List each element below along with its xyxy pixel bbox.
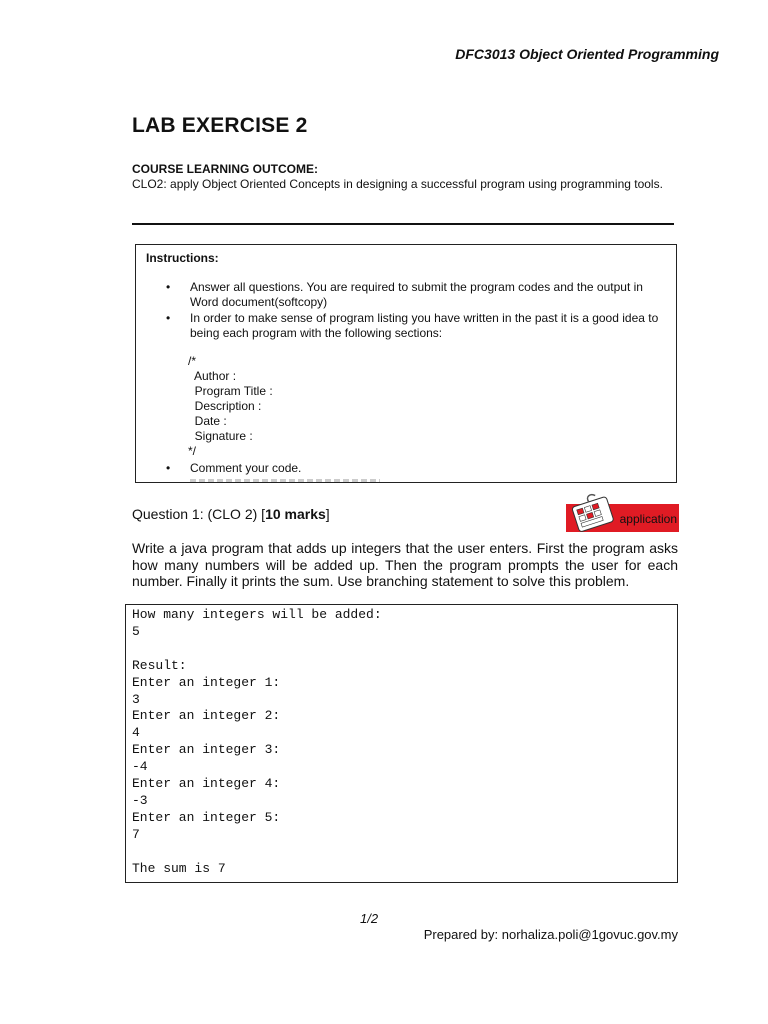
- output-line: -3: [132, 792, 148, 808]
- bullet-icon: •: [166, 461, 171, 475]
- lab-title: LAB EXERCISE 2: [132, 114, 308, 137]
- bullet-icon: •: [166, 280, 171, 294]
- output-line: 5: [132, 623, 140, 639]
- output-line: 3: [132, 691, 140, 707]
- sample-output-lines: [132, 607, 382, 878]
- output-line: -4: [132, 759, 148, 775]
- sample-output-box: [125, 604, 678, 883]
- output-line: How many integers will be added:: [132, 607, 382, 622]
- output-line: Enter an integer 2:: [132, 708, 281, 724]
- bracket-close: ]: [325, 506, 330, 522]
- clo-heading: COURSE LEARNING OUTCOME:: [132, 162, 318, 176]
- cropped-text-fragment: [190, 479, 380, 483]
- course-header: DFC3013 Object Oriented Programming: [455, 46, 719, 62]
- output-line: Result:: [132, 657, 187, 673]
- instructions-title: Instructions:: [146, 251, 219, 265]
- clo-text: CLO2: apply Object Oriented Concepts in designing a successful program using programming tools.: [132, 177, 663, 191]
- application-badge: [566, 490, 679, 534]
- question-text: Write a java program that adds up integers that the user enters. First the program asks how many numbers will be added up. Then the program prompts the user for each number. Finally it prints the sum. Use branching statement to solve this problem.: [132, 540, 678, 589]
- output-line: 7: [132, 826, 140, 842]
- instruction-text: In order to make sense of program listing you have written in the past it is a good idea to being each program with the following sections:: [190, 311, 659, 340]
- question-label: Question 1: (CLO 2): [132, 506, 262, 522]
- bullet-icon: •: [166, 311, 171, 325]
- output-line: 4: [132, 725, 140, 741]
- output-line: Enter an integer 4:: [132, 776, 281, 792]
- instructions-box: [135, 244, 677, 483]
- output-line: The sum is 7: [132, 860, 226, 876]
- horizontal-rule: [132, 223, 674, 225]
- question-title: [132, 506, 330, 522]
- page-number: 1/2: [360, 911, 379, 926]
- comment-template: /* Author : Program Title : Description : Date : Signature : */: [188, 354, 273, 458]
- output-line: Enter an integer 1:: [132, 674, 281, 690]
- output-line: Enter an integer 5:: [132, 809, 281, 825]
- prepared-by: Prepared by: norhaliza.poli@1govuc.gov.my: [423, 927, 678, 942]
- badge-label: application: [619, 512, 677, 526]
- question-marks: 10 marks: [265, 506, 326, 522]
- instruction-text: Answer all questions. You are required to submit the program codes and the output in Word document(softcopy): [190, 280, 643, 309]
- instruction-bullet: [166, 311, 671, 341]
- instruction-bullet: [166, 461, 671, 476]
- output-line: Enter an integer 3:: [132, 742, 281, 758]
- instruction-bullet: [166, 280, 671, 310]
- bracket-open: [: [261, 506, 266, 522]
- instruction-text: Comment your code.: [190, 461, 302, 475]
